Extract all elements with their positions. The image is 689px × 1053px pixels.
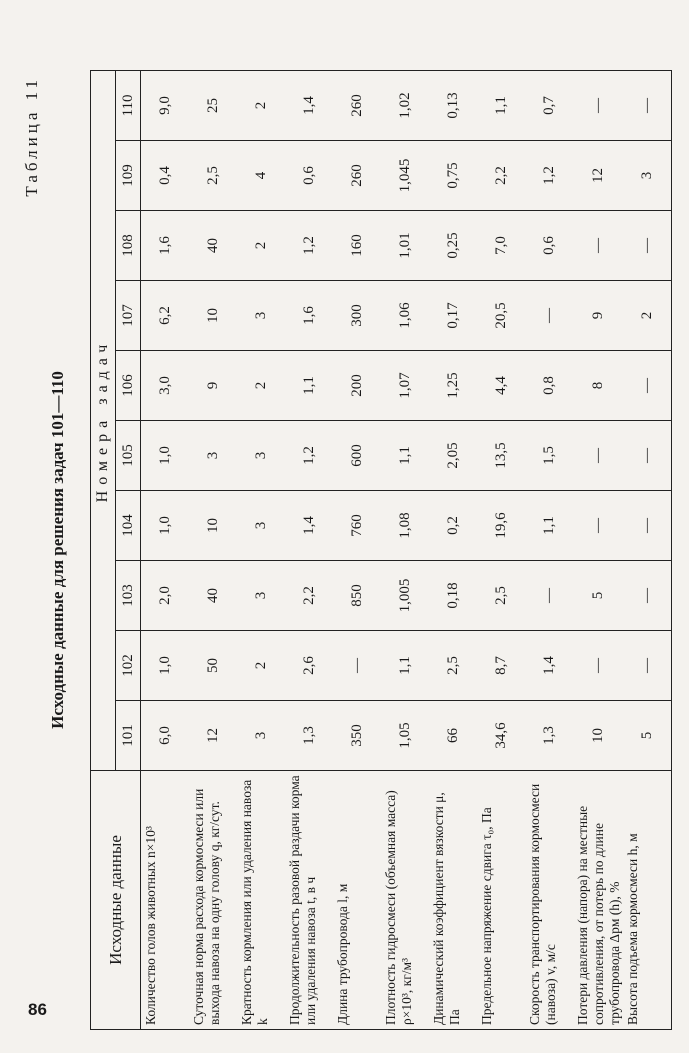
table-cell: 1,1 [525,491,573,561]
table-cell: 1,0 [141,631,190,701]
rotated-table-sheet [20,70,680,1030]
table-cell: 0,7 [525,71,573,141]
table-cell: 12 [189,701,237,771]
table-row [333,71,381,1030]
table-cell: 12 [573,141,623,211]
table-cell: — [623,351,672,421]
table-cell: 2,05 [429,421,477,491]
table-row [141,71,190,1030]
table-cell: 3 [237,281,285,351]
table-cell: 1,4 [525,631,573,701]
table-cell: 0,8 [525,351,573,421]
table-cell: 20,5 [477,281,525,351]
table-cell: — [623,561,672,631]
column-header-109: 109 [116,141,141,211]
table-cell: 850 [333,561,381,631]
header-source-data: Исходные данные [91,771,141,1030]
table-row [477,71,525,1030]
table-cell: 1,0 [141,421,190,491]
table-cell: 8,7 [477,631,525,701]
row-label: Продолжительность разовой раздачи корма или удаления навоза t, в ч [285,771,333,1030]
table-label: Таблица 11 [22,76,41,197]
header-task-numbers: Номера задач [91,71,116,771]
table-cell: 6,0 [141,701,190,771]
table-cell: 3 [237,701,285,771]
table-title: Исходные данные для решения задач 101—110 [48,371,67,729]
header-row-group [91,71,116,1030]
table-cell: 1,045 [381,141,429,211]
table-cell: 3 [189,421,237,491]
table-row [237,71,285,1030]
table-cell: 3 [237,421,285,491]
table-cell: 260 [333,71,381,141]
data-table [90,70,672,1030]
table-cell: 2,2 [477,141,525,211]
table-cell: 9,0 [141,71,190,141]
row-label: Скорость транспортирования кормосмеси (навоза) v, м/с [525,771,573,1030]
table-cell: 2,0 [141,561,190,631]
table-cell: 1,1 [477,71,525,141]
table-cell: 1,3 [525,701,573,771]
table-cell: 10 [189,491,237,561]
row-label: Кратность кормления или удаления навоза k [237,771,285,1030]
table-cell: — [573,211,623,281]
table-cell: 2 [237,631,285,701]
table-cell: 0,6 [285,141,333,211]
table-cell: 2,5 [477,561,525,631]
table-cell: 1,1 [381,421,429,491]
table-cell: 0,25 [429,211,477,281]
table-cell: 7,0 [477,211,525,281]
table-cell: 1,0 [141,491,190,561]
page-number: 86 [28,1000,47,1019]
table-cell: 0,75 [429,141,477,211]
table-cell: 1,2 [525,141,573,211]
table-cell: — [623,211,672,281]
table-cell: 1,2 [285,211,333,281]
table-cell: 160 [333,211,381,281]
table-cell: 2 [623,281,672,351]
table-cell: 1,4 [285,491,333,561]
table-cell: 1,2 [285,421,333,491]
table-row [285,71,333,1030]
table-cell: 1,1 [285,351,333,421]
table-row [623,71,672,1030]
column-header-101: 101 [116,701,141,771]
table-cell: 1,005 [381,561,429,631]
table-row [573,71,623,1030]
table-cell: 1,5 [525,421,573,491]
table-cell: 1,05 [381,701,429,771]
table-cell: — [623,421,672,491]
column-header-106: 106 [116,351,141,421]
table-cell: 40 [189,561,237,631]
table-cell: 1,08 [381,491,429,561]
table-cell: — [573,71,623,141]
table-cell: 34,6 [477,701,525,771]
row-label: Высота подъема кормосмеси h, м [623,771,672,1030]
table-cell: 19,6 [477,491,525,561]
table-row [381,71,429,1030]
column-header-105: 105 [116,421,141,491]
table-cell: 50 [189,631,237,701]
table-cell: 4 [237,141,285,211]
table-cell: — [623,71,672,141]
table-cell: 1,06 [381,281,429,351]
row-label: Потери давления (напора) на местные сопротивления, от потерь по длине трубопровода Δpм (h), % [573,771,623,1030]
table-cell: 200 [333,351,381,421]
row-label: Предельное напряжение сдвига τ₀, Па [477,771,525,1030]
row-label: Длина трубопровода l, м [333,771,381,1030]
table-cell: 1,6 [285,281,333,351]
table-cell: 0,13 [429,71,477,141]
table-cell: 5 [623,701,672,771]
table-cell: — [573,491,623,561]
table-cell: 2,5 [429,631,477,701]
table-cell: 25 [189,71,237,141]
table-cell: — [525,561,573,631]
row-label: Динамический коэффициент вязкости μ, Па [429,771,477,1030]
table-cell: — [623,631,672,701]
table-cell: 3,0 [141,351,190,421]
table-cell: — [573,421,623,491]
column-header-102: 102 [116,631,141,701]
table-cell: 10 [573,701,623,771]
table-cell: 0,6 [525,211,573,281]
table-cell: 760 [333,491,381,561]
table-cell: 2,5 [189,141,237,211]
column-header-104: 104 [116,491,141,561]
table-cell: 2 [237,351,285,421]
table-cell: 3 [237,491,285,561]
table-cell: 1,01 [381,211,429,281]
table-cell: 13,5 [477,421,525,491]
table-cell: 600 [333,421,381,491]
table-cell: 1,4 [285,71,333,141]
table-cell: — [623,491,672,561]
table-cell: 0,17 [429,281,477,351]
table-cell: 10 [189,281,237,351]
column-header-107: 107 [116,281,141,351]
table-cell: 1,07 [381,351,429,421]
table-cell: — [573,631,623,701]
table-cell: 2 [237,211,285,281]
table-cell: 66 [429,701,477,771]
table-cell: 9 [189,351,237,421]
column-header-108: 108 [116,211,141,281]
table-cell: 0,18 [429,561,477,631]
table-cell: 8 [573,351,623,421]
table-row [429,71,477,1030]
table-cell: 2 [237,71,285,141]
table-cell: 350 [333,701,381,771]
table-cell: 0,4 [141,141,190,211]
table-body [141,71,672,1030]
table-cell: 2,6 [285,631,333,701]
table-cell: 3 [623,141,672,211]
table-cell: 5 [573,561,623,631]
table-cell: 1,25 [429,351,477,421]
table-cell: 6,2 [141,281,190,351]
table-row [525,71,573,1030]
table-cell: 1,6 [141,211,190,281]
table-cell: 260 [333,141,381,211]
table-cell: 1,1 [381,631,429,701]
table-cell: 1,02 [381,71,429,141]
table-cell: 4,4 [477,351,525,421]
table-cell: 9 [573,281,623,351]
table-cell: 0,2 [429,491,477,561]
table-cell: 300 [333,281,381,351]
table-cell: 40 [189,211,237,281]
table-cell: 3 [237,561,285,631]
table-row [189,71,237,1030]
table-cell: 1,3 [285,701,333,771]
row-label: Плотность гидросмеси (объемная масса) ρ×10³, кг/м³ [381,771,429,1030]
table-cell: 2,2 [285,561,333,631]
row-label: Суточная норма расхода кормосмеси или выхода навоза на одну голову q, кг/сут. [189,771,237,1030]
table-cell: — [525,281,573,351]
row-label: Количество голов животных n×10³ [141,771,190,1030]
table-cell: — [333,631,381,701]
column-header-110: 110 [116,71,141,141]
column-header-103: 103 [116,561,141,631]
